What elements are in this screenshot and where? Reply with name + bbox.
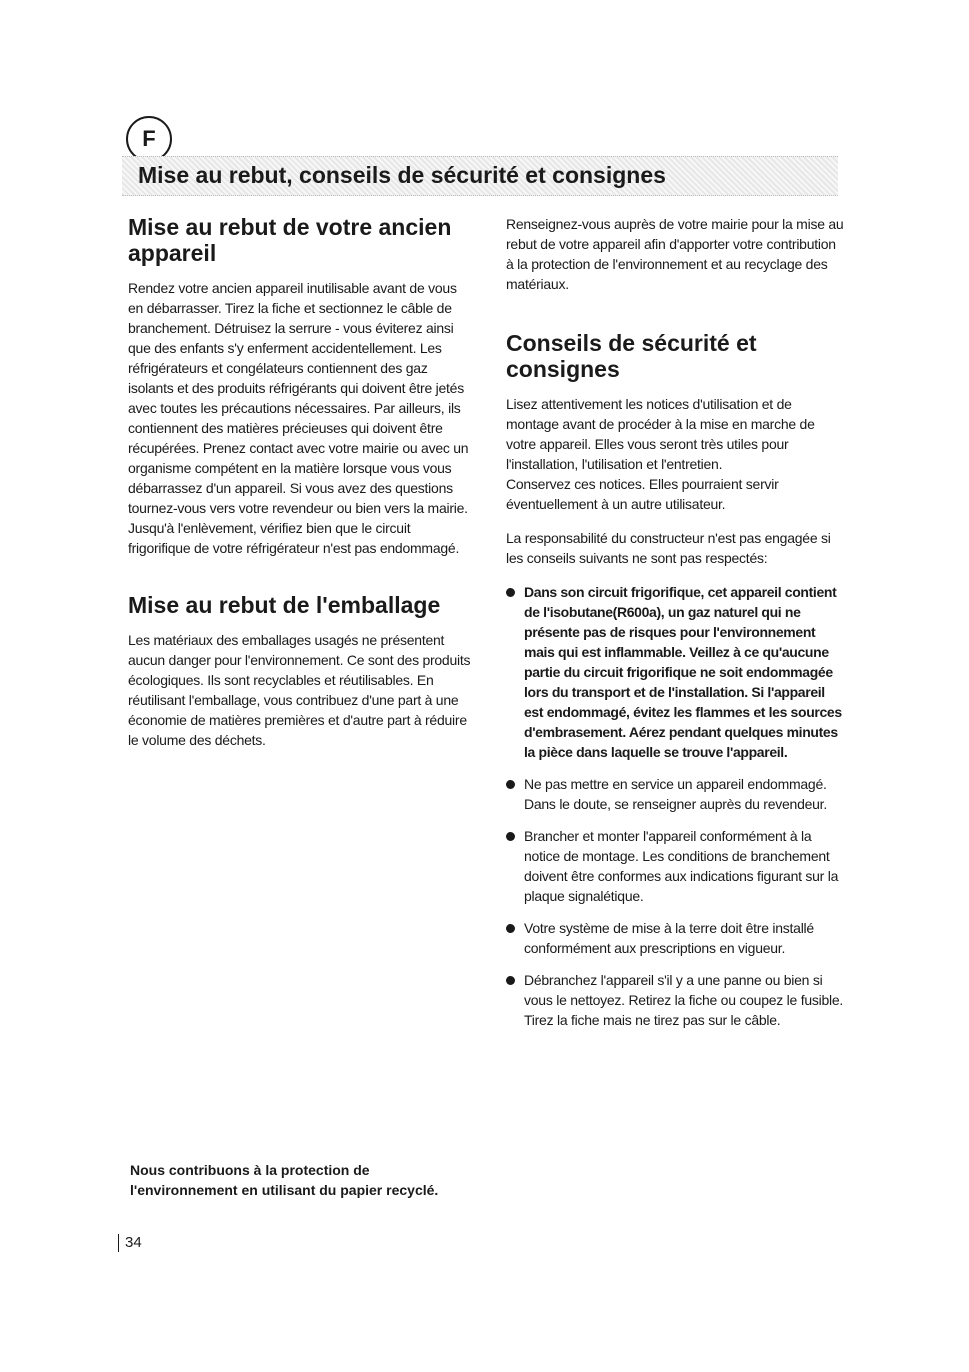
paragraph: Rendez votre ancien appareil inutilisable avant de vous en débarrasser. Tirez la fiche et sectionnez le câble de branchement. Détruisez la serrure - vous éviterez ainsi que des enfants s'y enferment accidentellement. Les réfrigérateurs et congélateurs contiennent des gaz isolants et des produits réfrigérants qui doivent être jetés avec toutes les précautions nécessaires. Par ailleurs, ils contiennent des matières précieuses qui doivent être récupérées. Prenez contact avec votre mairie ou avec un organisme compétent en la matière lorsque vous vous débarrassez d'un appareil. Si vous avez des questions tournez-vous vers votre revendeur ou bien vers la mairie.: [128, 280, 469, 516]
list-item-text: Dans son circuit frigorifique, cet appareil contient de l'isobutane(R600a), un gaz naturel qui ne présente pas de risques pour l'environnement mais qui est inflammable. Veillez à ce qu'aucune partie du circuit frigorifique ne soit endommagée lors du transport et de l'installation. Si l'appareil est endommagé, évitez les flammes et les sources d'embrasement. Aérez pendant quelques minutes la pièce dans laquelle se trouve l'appareil.: [524, 584, 842, 760]
list-item-text: Brancher et monter l'appareil conformément à la notice de montage. Les conditions de branchement doivent être conformes aux indications figurant sur la plaque signalétique.: [524, 828, 839, 904]
list-item-text: Débranchez l'appareil s'il y a une panne ou bien si vous le nettoyez. Retirez la fiche ou coupez le fusible. Tirez la fiche mais ne tirez pas sur le câble.: [524, 972, 844, 1028]
list-item: [506, 774, 846, 814]
list-item: [506, 970, 846, 1030]
list-item: [506, 918, 846, 958]
bullet-icon: [506, 976, 515, 985]
paragraph: La responsabilité du constructeur n'est pas engagée si les conseils suivants ne sont pas respectés:: [506, 530, 831, 566]
paragraph: Jusqu'à l'enlèvement, vérifiez bien que le circuit frigorifique de votre réfrigérateur n'est pas endommagé.: [128, 520, 460, 556]
list-item-text: Votre système de mise à la terre doit être installé conformément aux prescriptions en vigueur.: [524, 920, 814, 956]
paragraph: Renseignez-vous auprès de votre mairie pour la mise au rebut de votre appareil afin d'apporter votre contribution à la protection de l'environnement et au recyclage des matériaux.: [506, 216, 844, 292]
section-heading-disposal-packaging: Mise au rebut de l'emballage: [128, 592, 441, 618]
list-item: [506, 582, 846, 762]
list-item-text: Ne pas mettre en service un appareil endommagé. Dans le doute, se renseigner auprès du revendeur.: [524, 776, 827, 812]
paragraph: Les matériaux des emballages usagés ne présentent aucun danger pour l'environnement. Ce sont des produits écologiques. Ils sont recyclables et réutilisables. En réutilisant l'emballage, vous contribuez d'une part à une économie de matières premières et d'autre part à réduire le volume des déchets.: [128, 632, 471, 748]
paragraph: Lisez attentivement les notices d'utilisation et de montage avant de procéder à la mise en marche de votre appareil. Elles vous seront très utiles pour l'installation, l'utilisation et l'entretien.: [506, 396, 815, 472]
bullet-icon: [506, 588, 515, 597]
section-heading-safety: Conseils de sécurité et consignes: [506, 330, 757, 382]
bullet-icon: [506, 924, 515, 933]
paragraph: Conservez ces notices. Elles pourraient servir éventuellement à un autre utilisateur.: [506, 476, 779, 512]
section-heading-disposal-appliance: Mise au rebut de votre ancien appareil: [128, 214, 452, 266]
bullet-icon: [506, 832, 515, 841]
page-title: Mise au rebut, conseils de sécurité et consignes: [138, 162, 666, 188]
safety-bullet-list: [506, 582, 846, 1030]
page-number: 34: [118, 1234, 142, 1252]
list-item: [506, 826, 846, 906]
left-column: [128, 214, 473, 750]
recycled-paper-note: Nous contribuons à la protection de l'environnement en utilisant du papier recyclé.: [130, 1162, 439, 1198]
bullet-icon: [506, 780, 515, 789]
language-badge-icon: F: [126, 116, 172, 162]
right-column: [506, 214, 846, 1042]
